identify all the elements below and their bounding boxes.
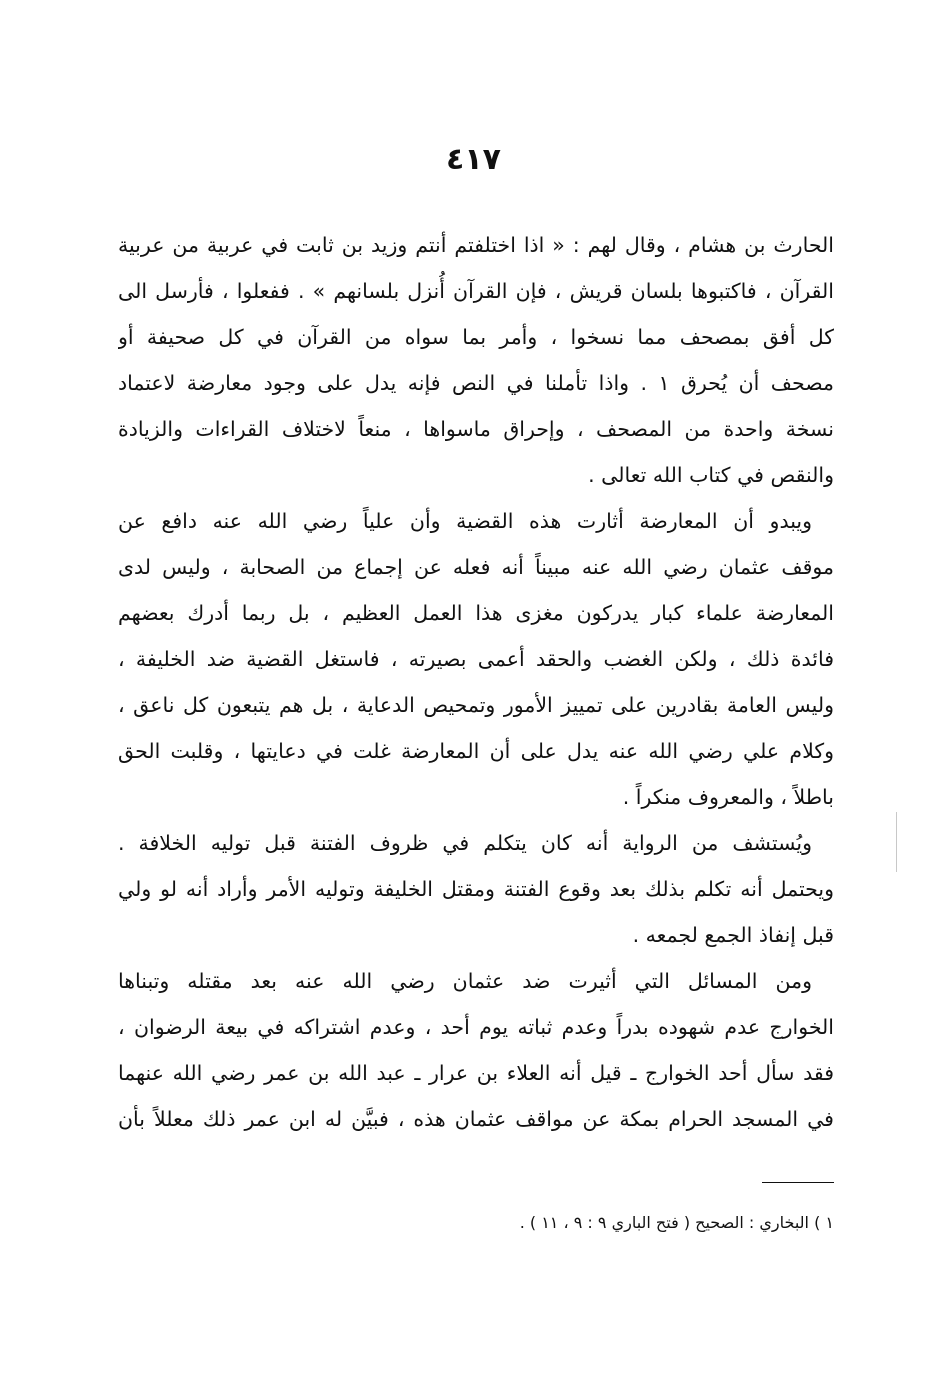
text-line: كل أفق بمصحف مما نسخوا ، وأمر بما سواه من القرآن في كل صحيفة أو <box>118 325 834 349</box>
paragraph <box>118 958 834 1142</box>
text-line: ويبدو أن المعارضة أثارت هذه القضية وأن علياً رضي الله عنه دافع عن <box>118 509 812 533</box>
text-line: وكلام علي رضي الله عنه يدل على أن المعارضة غلت في دعايتها ، وقلبت الحق <box>118 739 834 763</box>
page-number: ٤١٧ <box>446 142 501 177</box>
paragraph <box>118 820 834 958</box>
text-line: ومن المسائل التي أثيرت ضد عثمان رضي الله عنه بعد مقتله وتبناها <box>118 969 812 993</box>
text-line: والنقص في كتاب الله تعالى . <box>588 463 834 487</box>
text-line: مصحف أن يُحرق ١ . واذا تأملنا في النص فإنه يدل على وجود معارضة لاعتماد <box>118 371 834 395</box>
text-line: القرآن ، فاكتبوها بلسان قريش ، فإن القرآن أُنزل بلسانهم » . ففعلوا ، فأرسل الى <box>118 279 834 303</box>
body-text <box>118 222 834 1142</box>
paragraph <box>118 498 834 820</box>
text-line: المعارضة علماء كبار يدركون مغزى هذا العمل العظيم ، بل ربما أدرك بعضهم <box>118 601 834 625</box>
text-line: فقد سأل أحد الخوارج ـ قيل أنه العلاء بن عرار ـ عبد الله بن عمر رضي الله عنهما <box>118 1061 834 1085</box>
text-line: باطلاً ، والمعروف منكراً . <box>622 785 834 809</box>
margin-line <box>896 812 897 872</box>
text-line: وليس العامة بقادرين على تمييز الأمور وتمحيص الدعاية ، بل هم يتبعون كل ناعق ، <box>118 693 834 717</box>
footnote: ١ ) البخاري : الصحيح ( فتح الباري ٩ : ٩ ، ١١ ) . <box>519 1213 834 1232</box>
text-line: في المسجد الحرام بمكة عن مواقف عثمان هذه ، فبيَّن له ابن عمر ذلك معللاً بأن <box>118 1107 834 1131</box>
paragraph <box>118 222 834 498</box>
text-line: ويحتمل أنه تكلم بذلك بعد وقوع الفتنة ومقتل الخليفة وتوليه الأمر وأراد أنه لو ولي <box>118 877 834 901</box>
text-line: ويُستشف من الرواية أنه كان يتكلم في ظروف الفتنة قبل توليه الخلافة . <box>118 831 812 855</box>
text-line: الحارث بن هشام ، وقال لهم : « اذا اختلفتم أنتم وزيد بن ثابت في عربية من عربية <box>118 233 834 257</box>
text-line: نسخة واحدة من المصحف ، وإحراق ماسواها ، منعاً لاختلاف القراءات والزيادة <box>118 417 834 441</box>
footnote-separator <box>762 1182 834 1183</box>
text-line: موقف عثمان رضي الله عنه مبيناً أنه فعله عن إجماع من الصحابة ، وليس لدى <box>118 555 834 579</box>
text-line: فائدة ذلك ، ولكن الغضب والحقد أعمى بصيرته ، فاستغل القضية ضد الخليفة ، <box>118 647 834 671</box>
text-line: قبل إنفاذ الجمع لجمعه . <box>632 923 834 947</box>
text-line: الخوارج عدم شهوده بدراً وعدم ثباته يوم أحد ، وعدم اشتراكه في بيعة الرضوان ، <box>118 1015 834 1039</box>
